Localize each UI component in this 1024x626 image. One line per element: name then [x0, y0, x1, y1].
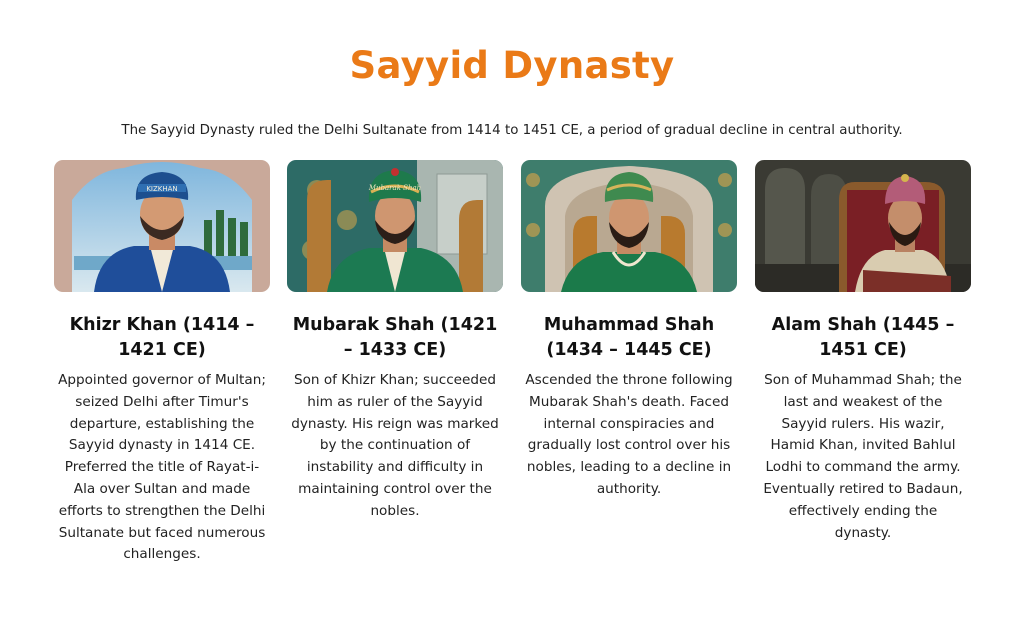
ruler-description: Son of Muhammad Shah; the last and weakest of the Sayyid rulers. His wazir, Hamid Khan, invited Bahlul Lodhi to command the army. Eventually retired to Badaun, effectively ending the dynasty.	[763, 372, 963, 541]
ruler-card-muhammad-shah	[521, 160, 737, 501]
ruler-name: Khizr Khan (1414 – 1421 CE)	[69, 315, 255, 360]
page-title: Sayyid Dynasty	[349, 44, 675, 87]
ruler-name: Muhammad Shah (1434 – 1445 CE)	[543, 315, 715, 360]
portrait-alam-shah	[755, 160, 971, 292]
ruler-card-mubarak-shah	[287, 160, 503, 523]
portrait-mubarak-shah	[287, 160, 503, 292]
ruler-card-khizr-khan	[54, 160, 270, 566]
page-subtitle: The Sayyid Dynasty ruled the Delhi Sultanate from 1414 to 1451 CE, a period of gradual decline in central authority.	[121, 123, 903, 138]
turban-inscription: Mubarak Shah	[368, 184, 422, 192]
ruler-description: Appointed governor of Multan; seized Delhi after Timur's departure, establishing the Sayyid dynasty in 1414 CE. Preferred the title of Rayat-i-Ala over Sultan and made efforts to strengthen the Delhi Sultanate but faced numerous challenges.	[58, 372, 266, 563]
ruler-name: Mubarak Shah (1421 – 1433 CE)	[292, 315, 498, 360]
portrait-khizr-khan	[54, 160, 270, 292]
portrait-muhammad-shah	[521, 160, 737, 292]
ruler-name: Alam Shah (1445 – 1451 CE)	[771, 315, 955, 360]
ruler-description: Son of Khizr Khan; succeeded him as ruler of the Sayyid dynasty. His reign was marked by the continuation of instability and difficulty in maintaining control over the nobles.	[291, 372, 499, 519]
turban-inscription: KIZKHAN	[146, 185, 178, 193]
ruler-description: Ascended the throne following Mubarak Shah's death. Faced internal conspiracies and gradually lost control over his nobles, leading to a decline in authority.	[525, 372, 733, 497]
ruler-card-alam-shah	[755, 160, 971, 544]
